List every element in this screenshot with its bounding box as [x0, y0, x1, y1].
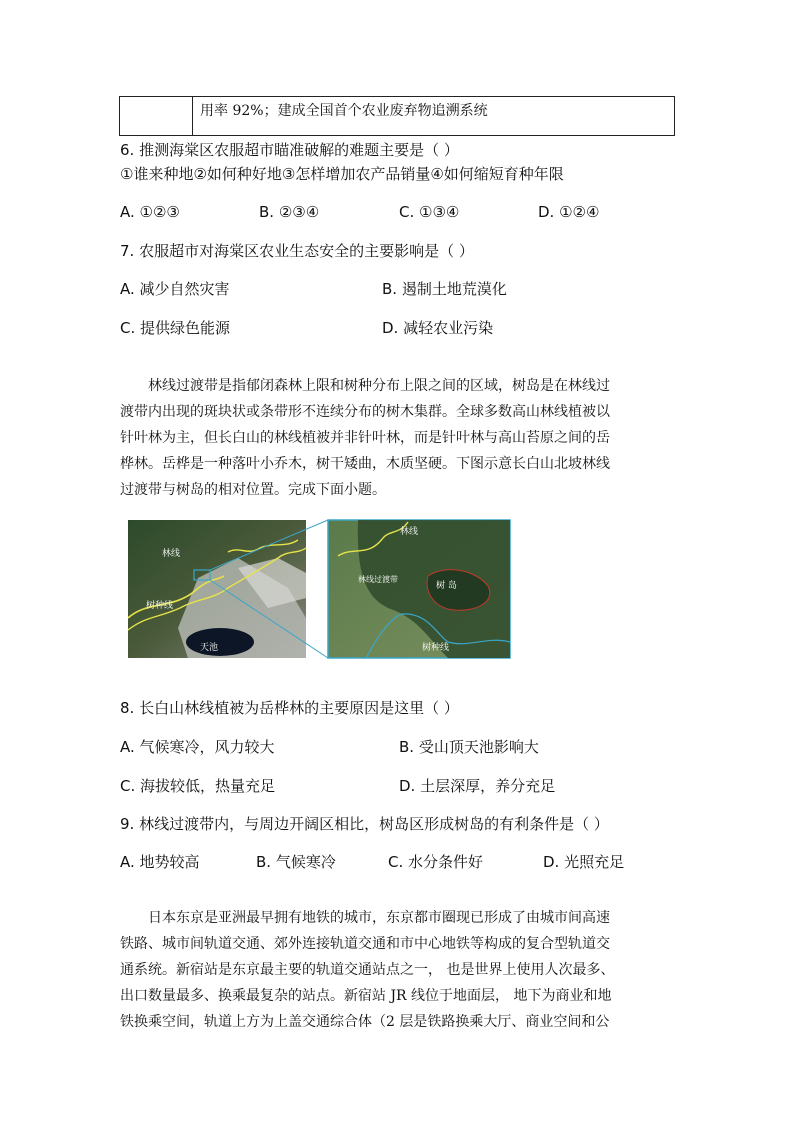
q7-option-d[interactable]: D. 减轻农业污染 — [382, 319, 494, 337]
q9-option-d[interactable]: D. 光照充足 — [543, 853, 625, 871]
label-tree-island: 树 岛 — [436, 581, 457, 591]
q7-option-a[interactable]: A. 减少自然灾害 — [120, 280, 230, 298]
label-forest-line-left: 林线 — [162, 549, 181, 559]
passage-line: 桦林。岳桦是一种落叶小乔木，树干矮曲，木质坚硬。下图示意长白山北坡林线 — [120, 456, 610, 472]
label-transition-zone: 林线过渡带 — [358, 575, 398, 584]
q8-option-b[interactable]: B. 受山顶天池影响大 — [399, 738, 539, 756]
passage-line: 林线过渡带是指郁闭森林上限和树种分布上限之间的区域，树岛是在林线过 — [148, 378, 610, 394]
question-7-stem: 7. 农服超市对海棠区农业生态安全的主要影响是（ ） — [120, 242, 474, 260]
passage-line: 渡带内出现的斑块状或条带形不连续分布的树木集群。全球多数高山林线植被以 — [120, 404, 610, 420]
passage-line: 出口数量最多、换乘最复杂的站点。新宿站 JR 线位于地面层， 地下为商业和地 — [120, 988, 612, 1004]
q9-option-b[interactable]: B. 气候寒冷 — [256, 853, 336, 871]
map-svg — [128, 518, 512, 660]
q6-option-b[interactable]: B. ②③④ — [259, 203, 320, 221]
q7-option-c[interactable]: C. 提供绿色能源 — [120, 319, 231, 337]
question-8-stem: 8. 长白山林线植被为岳桦林的主要原因是这里（ ） — [120, 699, 459, 717]
question-6-items: ①谁来种地②如何种好地③怎样增加农产品销量④如何缩短育种年限 — [120, 165, 564, 183]
q8-option-a[interactable]: A. 气候寒冷，风力较大 — [120, 738, 275, 756]
q8-option-d[interactable]: D. 土层深厚，养分充足 — [399, 777, 556, 795]
q7-option-b[interactable]: B. 遏制土地荒漠化 — [382, 280, 507, 298]
q9-option-c[interactable]: C. 水分条件好 — [388, 853, 484, 871]
passage-line: 日本东京是亚洲最早拥有地铁的城市，东京都市圈现已形成了由城市间高速 — [148, 910, 610, 926]
passage-line: 铁路、城市间轨道交通、郊外连接轨道交通和市中心地铁等构成的复合型轨道交 — [120, 936, 610, 952]
q6-option-c[interactable]: C. ①③④ — [399, 203, 460, 221]
passage-tokyo-rail — [120, 905, 676, 1035]
question-6-stem: 6. 推测海棠区农服超市瞄准破解的难题主要是（ ） — [120, 141, 459, 159]
label-forest-line-right: 林线 — [400, 527, 419, 537]
label-tree-species-line-left: 树种线 — [146, 601, 174, 611]
q9-option-a[interactable]: A. 地势较高 — [120, 853, 200, 871]
label-tianchi: 天池 — [200, 643, 219, 653]
passage-forest-line — [120, 373, 676, 503]
table-right-cell: 用率 92%；建成全国首个农业废弃物追溯系统 — [200, 103, 488, 119]
table-left-cell — [120, 97, 193, 135]
label-tree-species-line-right: 树种线 — [422, 643, 450, 653]
q6-option-a[interactable]: A. ①②③ — [120, 203, 180, 221]
q6-option-d[interactable]: D. ①②④ — [538, 203, 600, 221]
q8-option-c[interactable]: C. 海拔较低，热量充足 — [120, 777, 276, 795]
tianchi-lake — [186, 628, 254, 656]
passage-line: 过渡带与树岛的相对位置。完成下面小题。 — [120, 482, 386, 498]
passage-line: 通系统。新宿站是东京最主要的轨道交通站点之一， 也是世界上使用人次最多、 — [120, 962, 615, 978]
figure-forest-line-map — [128, 518, 512, 660]
passage-line: 针叶林为主，但长白山的林线植被并非针叶林，而是针叶林与高山苔原之间的岳 — [120, 430, 610, 446]
table-fragment — [119, 96, 675, 136]
question-9-stem: 9. 林线过渡带内，与周边开阔区相比，树岛区形成树岛的有利条件是（ ） — [120, 815, 609, 833]
passage-line: 铁换乘空间，轨道上方为上盖交通综合体（2 层是铁路换乘大厅、商业空间和公 — [120, 1014, 610, 1030]
